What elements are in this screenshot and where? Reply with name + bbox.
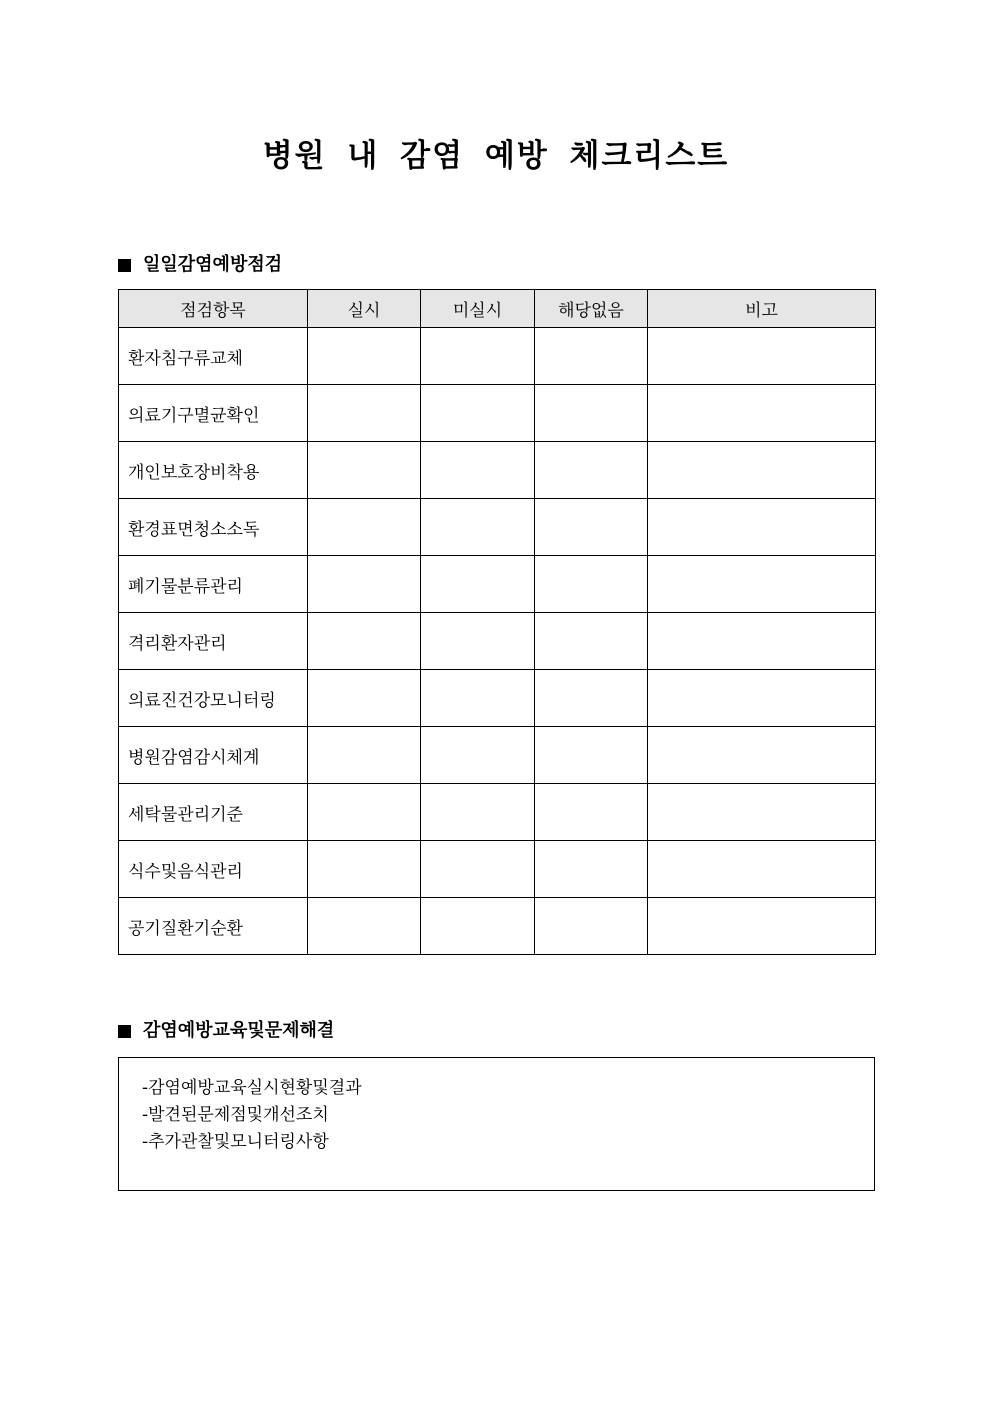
remarks-cell[interactable] bbox=[648, 784, 876, 841]
check-cell-done[interactable] bbox=[308, 499, 421, 556]
notes-line: -감염예방교육실시현황및결과 bbox=[142, 1078, 362, 1098]
check-cell-not-applicable[interactable] bbox=[535, 841, 648, 898]
check-cell-not-applicable[interactable] bbox=[535, 727, 648, 784]
section-heading-daily-inspection bbox=[118, 252, 282, 278]
column-header-item: 점검항목 bbox=[119, 290, 308, 328]
check-cell-not-done[interactable] bbox=[421, 670, 535, 727]
check-cell-done[interactable] bbox=[308, 442, 421, 499]
remarks-cell[interactable] bbox=[648, 727, 876, 784]
check-cell-done[interactable] bbox=[308, 670, 421, 727]
check-cell-done[interactable] bbox=[308, 385, 421, 442]
check-cell-not-applicable[interactable] bbox=[535, 499, 648, 556]
column-header-not-done: 미실시 bbox=[421, 290, 535, 328]
table-row bbox=[119, 898, 876, 955]
check-cell-not-applicable[interactable] bbox=[535, 784, 648, 841]
check-cell-not-done[interactable] bbox=[421, 556, 535, 613]
check-cell-done[interactable] bbox=[308, 841, 421, 898]
section-heading-label: 감염예방교육및문제해결 bbox=[143, 1020, 335, 1041]
check-item-label: 격리환자관리 bbox=[119, 613, 308, 670]
check-cell-not-done[interactable] bbox=[421, 613, 535, 670]
check-cell-not-applicable[interactable] bbox=[535, 328, 648, 385]
table-row bbox=[119, 556, 876, 613]
check-item-label: 의료진건강모니터링 bbox=[119, 670, 308, 727]
check-item-label: 환경표면청소소독 bbox=[119, 499, 308, 556]
checklist-table bbox=[118, 289, 876, 955]
check-cell-not-applicable[interactable] bbox=[535, 385, 648, 442]
check-cell-not-applicable[interactable] bbox=[535, 442, 648, 499]
check-cell-not-done[interactable] bbox=[421, 898, 535, 955]
remarks-cell[interactable] bbox=[648, 499, 876, 556]
remarks-cell[interactable] bbox=[648, 385, 876, 442]
table-row bbox=[119, 670, 876, 727]
remarks-cell[interactable] bbox=[648, 328, 876, 385]
table-row bbox=[119, 442, 876, 499]
check-cell-done[interactable] bbox=[308, 328, 421, 385]
column-header-not-applicable: 해당없음 bbox=[535, 290, 648, 328]
check-item-label: 공기질환기순환 bbox=[119, 898, 308, 955]
remarks-cell[interactable] bbox=[648, 556, 876, 613]
check-cell-done[interactable] bbox=[308, 556, 421, 613]
notes-line: -추가관찰및모니터링사항 bbox=[142, 1132, 329, 1152]
table-row bbox=[119, 613, 876, 670]
remarks-cell[interactable] bbox=[648, 898, 876, 955]
section-heading-education bbox=[118, 1018, 334, 1044]
check-item-label: 병원감염감시체계 bbox=[119, 727, 308, 784]
check-cell-not-applicable[interactable] bbox=[535, 898, 648, 955]
check-cell-not-done[interactable] bbox=[421, 841, 535, 898]
check-item-label: 의료기구멸균확인 bbox=[119, 385, 308, 442]
check-cell-not-done[interactable] bbox=[421, 328, 535, 385]
check-cell-not-done[interactable] bbox=[421, 499, 535, 556]
table-row bbox=[119, 385, 876, 442]
column-header-done: 실시 bbox=[308, 290, 421, 328]
check-cell-not-applicable[interactable] bbox=[535, 556, 648, 613]
check-cell-not-applicable[interactable] bbox=[535, 613, 648, 670]
check-item-label: 식수및음식관리 bbox=[119, 841, 308, 898]
check-item-label: 환자침구류교체 bbox=[119, 328, 308, 385]
table-row bbox=[119, 328, 876, 385]
table-header-row bbox=[119, 290, 876, 328]
check-cell-done[interactable] bbox=[308, 613, 421, 670]
remarks-cell[interactable] bbox=[648, 442, 876, 499]
check-item-label: 세탁물관리기준 bbox=[119, 784, 308, 841]
check-cell-done[interactable] bbox=[308, 784, 421, 841]
column-header-remarks: 비고 bbox=[648, 290, 876, 328]
table-row bbox=[119, 727, 876, 784]
table-row bbox=[119, 841, 876, 898]
check-cell-done[interactable] bbox=[308, 727, 421, 784]
check-item-label: 폐기물분류관리 bbox=[119, 556, 308, 613]
section-heading-label: 일일감염예방점검 bbox=[143, 254, 283, 275]
table-row bbox=[119, 499, 876, 556]
square-bullet-icon bbox=[118, 1025, 131, 1038]
remarks-cell[interactable] bbox=[648, 670, 876, 727]
check-cell-not-done[interactable] bbox=[421, 727, 535, 784]
check-item-label: 개인보호장비착용 bbox=[119, 442, 308, 499]
check-cell-not-applicable[interactable] bbox=[535, 670, 648, 727]
check-cell-done[interactable] bbox=[308, 898, 421, 955]
remarks-cell[interactable] bbox=[648, 841, 876, 898]
page-title: 병원 내 감염 예방 체크리스트 bbox=[262, 138, 730, 174]
check-cell-not-done[interactable] bbox=[421, 442, 535, 499]
check-cell-not-done[interactable] bbox=[421, 784, 535, 841]
remarks-cell[interactable] bbox=[648, 613, 876, 670]
square-bullet-icon bbox=[118, 259, 131, 272]
notes-line: -발견된문제점및개선조치 bbox=[142, 1105, 329, 1125]
check-cell-not-done[interactable] bbox=[421, 385, 535, 442]
notes-box[interactable] bbox=[118, 1057, 875, 1191]
table-row bbox=[119, 784, 876, 841]
